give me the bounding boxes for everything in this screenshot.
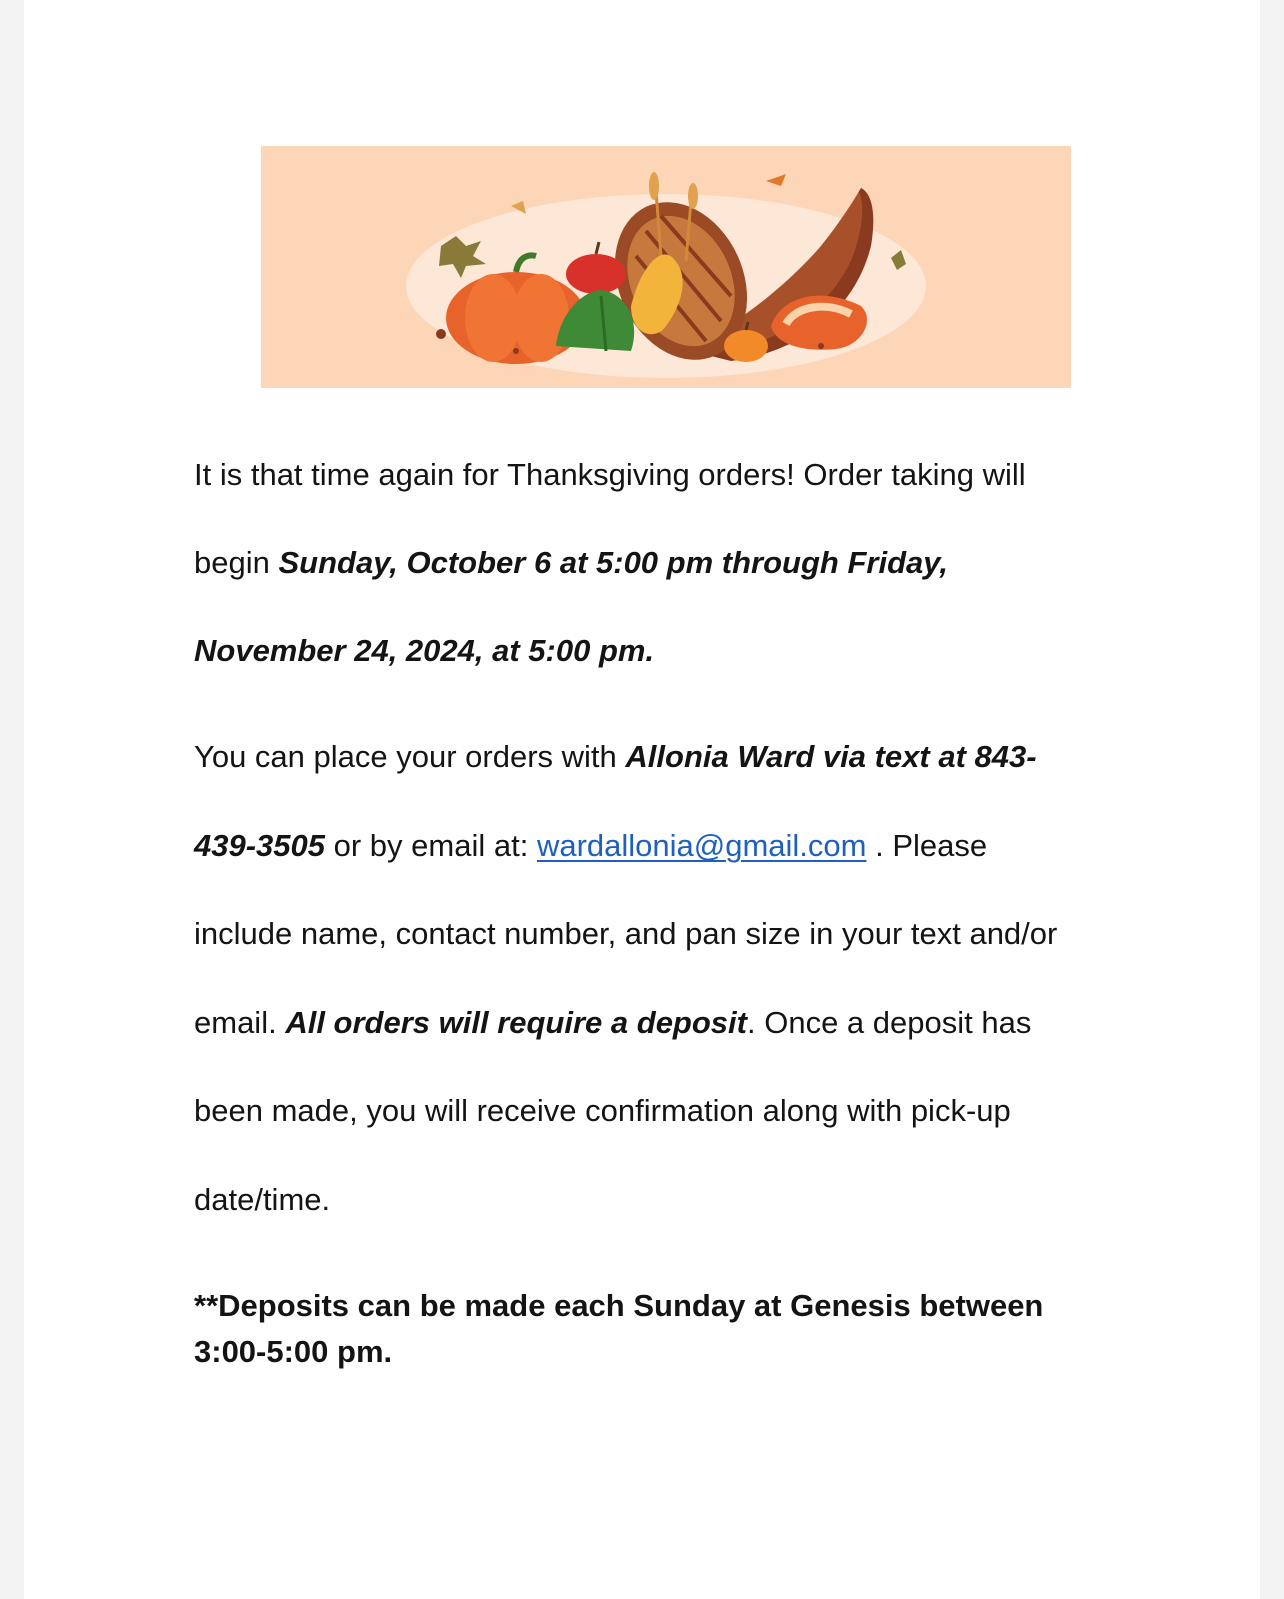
place-orders-text: You can place your orders with	[194, 739, 626, 774]
deposit-hours: 3:00-5:00 pm.	[194, 1334, 393, 1369]
order-window-end: November 24, 2024, at 5:00 pm.	[194, 633, 655, 668]
contact-name-phone: Allonia Ward via text at 843-	[625, 739, 1037, 774]
paragraph1-line1	[194, 455, 1154, 495]
paragraph2-line5	[194, 1091, 1154, 1131]
deposit-note: **Deposits can be made each Sunday at Genesis between	[194, 1288, 1044, 1323]
email-link[interactable]: wardallonia@gmail.com	[536, 828, 867, 863]
deposit-made-text: . Once a deposit has	[746, 1005, 1032, 1040]
paragraph2-line4	[194, 1003, 1154, 1043]
paragraph2-line1	[194, 737, 1154, 777]
confirmation-text: been made, you will receive confirmation along with pick-up	[194, 1093, 1011, 1128]
deposit-note-line1	[194, 1286, 1154, 1326]
email-word: email.	[194, 1005, 286, 1040]
date-time-text: date/time.	[194, 1182, 331, 1217]
begin-text: begin	[194, 545, 279, 580]
order-window-start: Sunday, October 6 at 5:00 pm through Friday,	[278, 545, 948, 580]
please-text: . Please	[866, 828, 988, 863]
deposit-note-line2	[194, 1332, 1154, 1372]
paragraph2-line2	[194, 826, 1154, 866]
include-info-text: include name, contact number, and pan size in your text and/or	[194, 916, 1058, 951]
deposit-requirement: All orders will require a deposit	[285, 1005, 747, 1040]
paragraph1-line2	[194, 543, 1154, 583]
cornucopia-harvest-illustration	[261, 146, 1071, 388]
email-lead-text: or by email at:	[325, 828, 537, 863]
phone-number-end: 439-3505	[194, 828, 326, 863]
document-page	[24, 0, 1260, 1599]
thanksgiving-banner	[261, 146, 1071, 388]
paragraph1-line3	[194, 631, 1154, 671]
intro-text: It is that time again for Thanksgiving orders! Order taking will	[194, 457, 1026, 492]
paragraph2-line3	[194, 914, 1154, 954]
paragraph2-line6	[194, 1180, 1154, 1220]
